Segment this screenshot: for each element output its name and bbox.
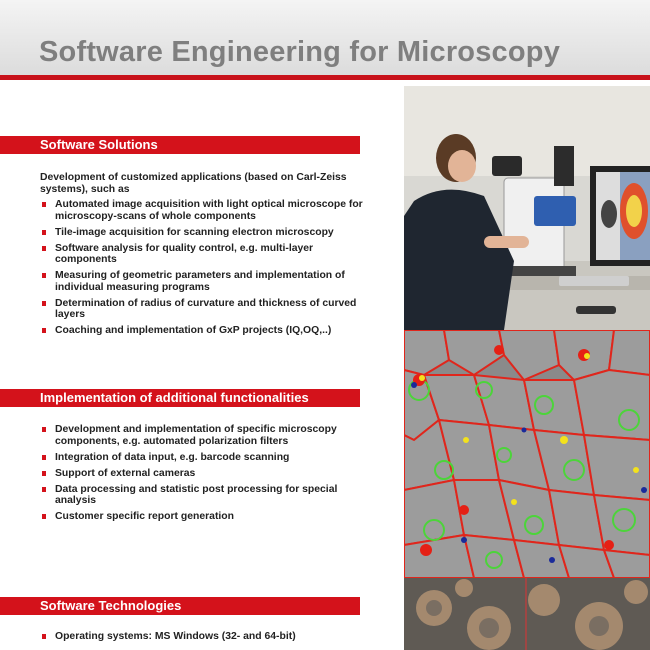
list-item: Coaching and implementation of GxP projects (IQ,OQ,..) [41,325,363,337]
grain-analysis-image [404,330,650,578]
list-item: Operating systems: MS Windows (32- and 64-bit) [41,631,363,643]
list-item: Integration of data input, e.g. barcode scanning [41,452,363,464]
list-item: Automated image acquisition with light optical microscope for microscopy-scans of whole components [41,199,363,222]
list-item: Customer specific report generation [41,511,363,523]
section-heading-software-technologies: Software Technologies [0,597,360,615]
list-item: Data processing and statistic post processing for special analysis [41,484,363,507]
technologies-list [41,631,363,647]
functionalities-list [41,424,363,527]
list-item: Measuring of geometric parameters and implementation of individual measuring programs [41,270,363,293]
list-item: Software analysis for quality control, e.g. multi-layer components [41,243,363,266]
section-heading-additional-functionalities: Implementation of additional functionalities [0,389,360,407]
list-item: Support of external cameras [41,468,363,480]
list-item: Development and implementation of specific microscopy components, e.g. automated polarization filters [41,424,363,447]
page-header [0,0,650,80]
sample-surface-image [404,578,650,650]
list-item: Tile-image acquisition for scanning electron microscopy [41,227,363,239]
page-title: Software Engineering for Microscopy [39,36,561,68]
software-solutions-list [41,199,363,341]
list-item: Determination of radius of curvature and thickness of curved layers [41,298,363,321]
section-heading-software-solutions: Software Solutions [0,136,360,154]
section-intro: Development of customized applications (based on Carl-Zeiss systems), such as [40,172,347,195]
microscope-lab-photo [404,86,650,330]
